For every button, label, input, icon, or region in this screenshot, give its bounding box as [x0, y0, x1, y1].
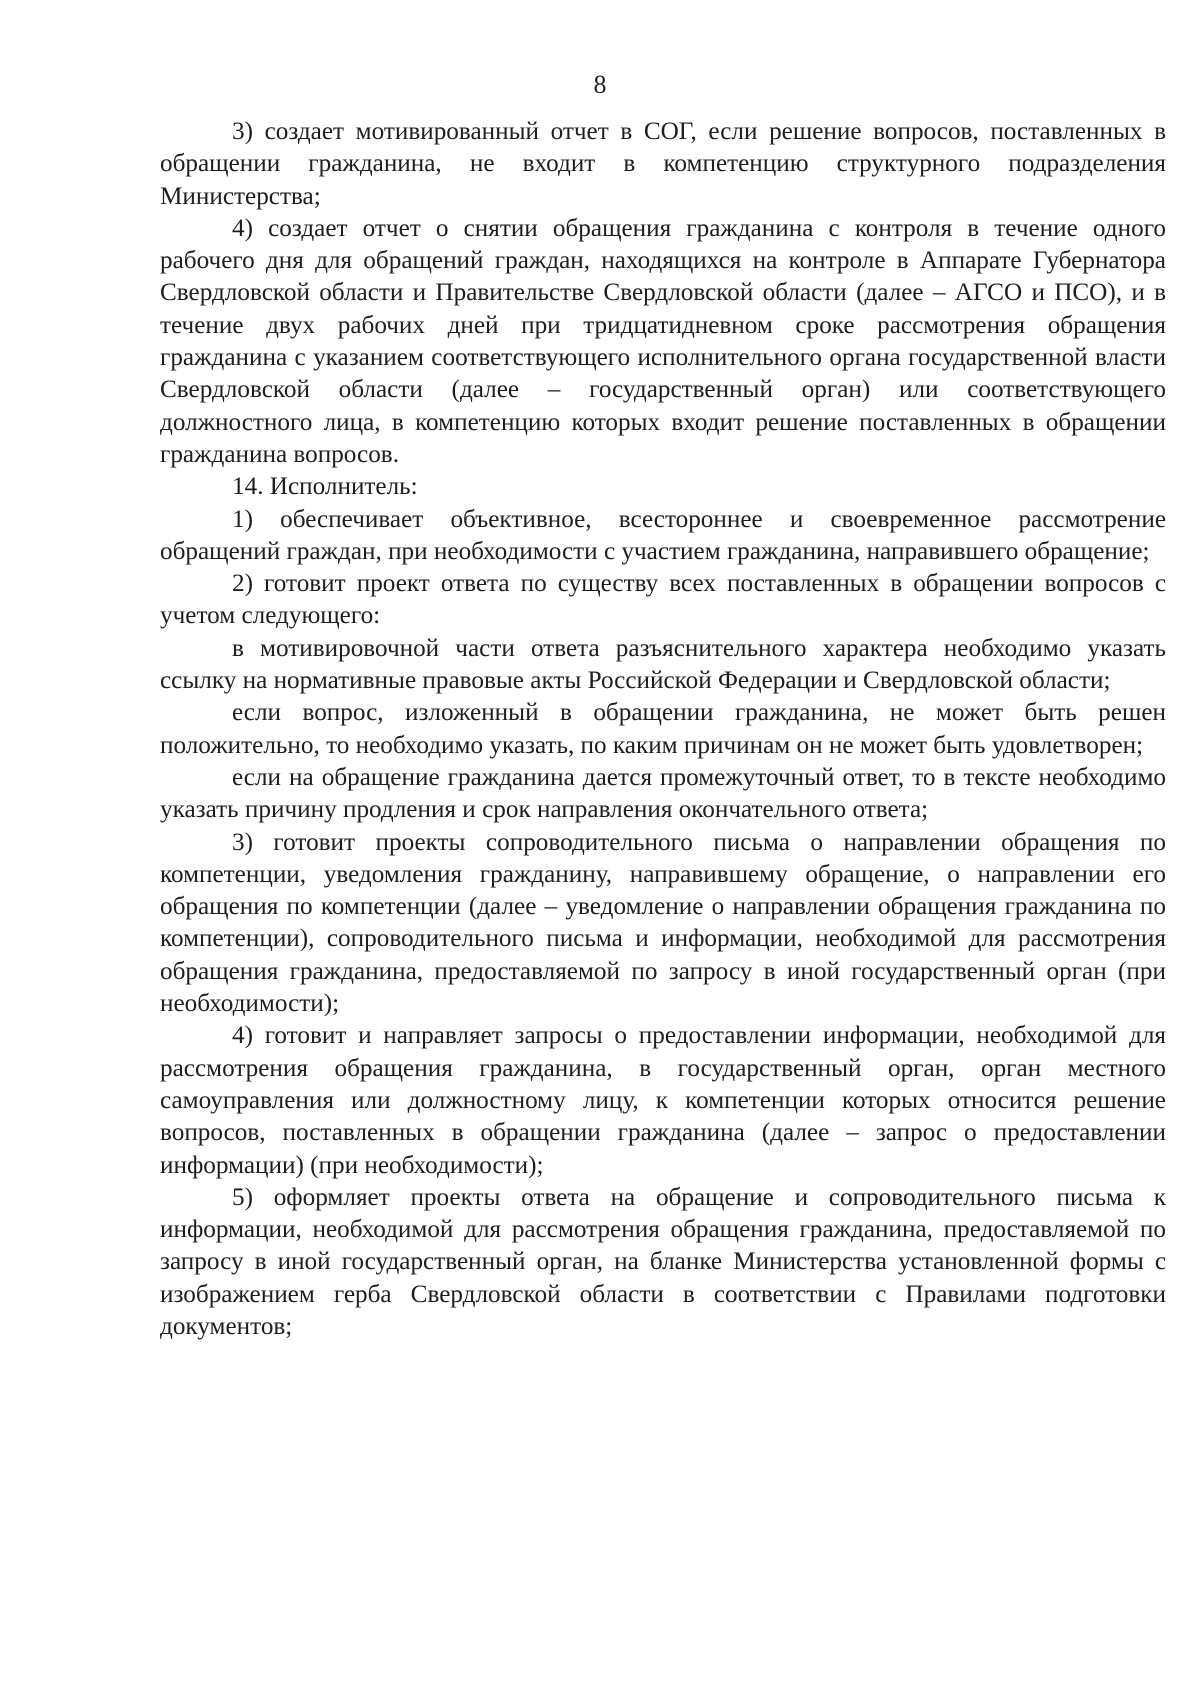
- paragraph-4-sends-requests: 4) готовит и направляет запросы о предоставлении информации, необходимой для рассмотрения обращения гражданина, в государственный орган, орган местного самоуправления или должностному лицу, к компетенции которых относится решение вопросов, поставленных в обращении гражданина (далее – запрос о предоставлении информации) (при необходимости);: [160, 1022, 1166, 1179]
- paragraph-3-creates-motivated-report: 3) создает мотивированный отчет в СОГ, если решение вопросов, поставленных в обращении гражданина, не входит в компетенцию структурного подразделения Министерства;: [160, 118, 1166, 210]
- paragraph-1-ensures-review: 1) обеспечивает объективное, всестороннее и своевременное рассмотрение обращений граждан, при необходимости с участием гражданина, направившего обращение;: [160, 505, 1166, 565]
- subparagraph-legal-references: в мотивировочной части ответа разъяснительного характера необходимо указать ссылку на нормативные правовые акты Российской Федерации и Свердловской области;: [160, 634, 1166, 695]
- document-body: [160, 116, 1166, 1343]
- section-14-heading: 14. Исполнитель:: [232, 473, 418, 501]
- paragraph-4-creates-removal-report: 4) создает отчет о снятии обращения гражданина с контроля в течение одного рабочего дня для обращений граждан, находящихся на контроле в Аппарате Губернатора Свердловской области и Правительстве Свердловской области (далее – АГСО и ПСО), и в течение двух рабочих дней при тридцатидневном сроке рассмотрения обращения гражданина с указанием соответствующего исполнительного органа государственной власти Свердловской области (далее – государственный орган) или соответствующего должностного лица, в компетенцию которых входит решение поставленных в обращении гражданина вопросов.: [160, 214, 1166, 468]
- paragraph-5-formats-drafts: 5) оформляет проекты ответа на обращение и сопроводительного письма к информации, необходимой для рассмотрения обращения гражданина, предоставляемой по запросу в иной государственный орган, на бланке Министерства установленной формы с изображением герба Свердловской области в соответствии с Правилами подготовки документов;: [160, 1183, 1166, 1340]
- paragraph-3-prepares-cover-letters: 3) готовит проекты сопроводительного письма о направлении обращения по компетенции, уведомления гражданину, направившему обращение, о направлении его обращения по компетенции (далее – уведомление о направлении обращения гражданина по компетенции), сопроводительного письма и информации, необходимой для рассмотрения обращения гражданина, предоставляемой по запросу в иной государственный орган (при необходимости);: [160, 828, 1166, 1018]
- paragraph-2-prepares-answer-draft: 2) готовит проект ответа по существу всех поставленных в обращении вопросов с учетом следующего:: [160, 570, 1166, 630]
- page-number: 8: [593, 70, 607, 99]
- subparagraph-negative-decision: если вопрос, изложенный в обращении гражданина, не может быть решен положительно, то необходимо указать, по каким причинам он не может быть удовлетворен;: [160, 699, 1166, 759]
- subparagraph-interim-answer: если на обращение гражданина дается промежуточный ответ, то в тексте необходимо указать причину продления и срок направления окончательного ответа;: [160, 763, 1166, 824]
